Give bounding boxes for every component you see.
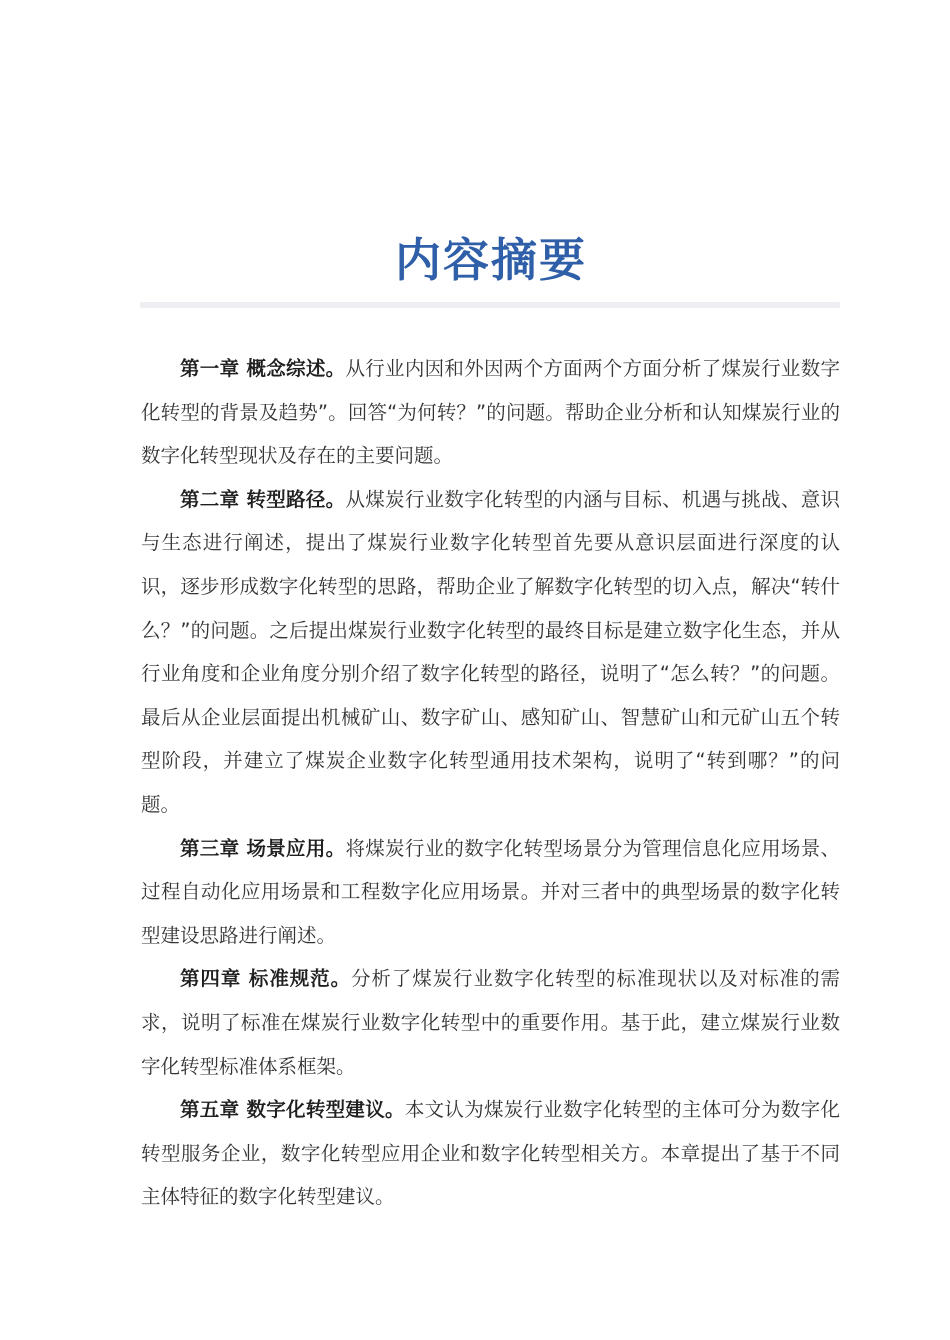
chapter-3-heading: 第三章 场景应用。 [180,836,346,860]
chapter-4-paragraph [141,957,840,1088]
chapter-5-heading: 第五章 数字化转型建议。 [180,1098,405,1122]
chapter-1-heading: 第一章 概念综述。 [180,357,346,380]
chapter-2-body: 从煤炭行业数字化转型的内涵与目标、机遇与挑战、意识与生态进行阐述，提出了煤炭行业数字化转型首先要从意识层面进行深度的认识，逐步形成数字化转型的思路，帮助企业了解数字化转型的切入点，解决“转什么？”的问题。之后提出煤炭行业数字化转型的最终目标是建立数字化生态，并从行业角度和企业角度分别介绍了数字化转型的路径，说明了“怎么转？”的问题。最后从企业层面提出机械矿山、数字矿山、感知矿山、智慧矿山和元矿山五个转型阶段，并建立了煤炭企业数字化转型通用技术架构，说明了“转到哪？”的问题。 [141,487,840,816]
chapter-1-body: 从行业内因和外因两个方面两个方面分析了煤炭行业数字化转型的背景及趋势”。回答“为何转？”的问题。帮助企业分析和认知煤炭行业的数字化转型现状及存在的主要问题。 [141,357,840,468]
chapter-2-paragraph [141,478,840,827]
summary-content [141,347,840,1219]
chapter-1-paragraph [141,347,840,478]
page-title: 内容摘要 [395,232,587,287]
chapter-5-body: 本文认为煤炭行业数字化转型的主体可分为数字化转型服务企业，数字化转型应用企业和数字化转型相关方。本章提出了基于不同主体特征的数字化转型建议。 [141,1098,840,1209]
chapter-3-body: 将煤炭行业的数字化转型场景分为管理信息化应用场景、过程自动化应用场景和工程数字化应用场景。并对三者中的典型场景的数字化转型建设思路进行阐述。 [141,836,840,947]
chapter-4-heading: 第四章 标准规范。 [180,967,351,991]
chapter-3-paragraph [141,827,840,958]
chapter-5-paragraph [141,1088,840,1219]
chapter-4-body: 分析了煤炭行业数字化转型的标准现状以及对标准的需求，说明了标准在煤炭行业数字化转型中的重要作用。基于此，建立煤炭行业数字化转型标准体系框架。 [141,967,840,1078]
title-divider [140,302,840,308]
chapter-2-heading: 第二章 转型路径。 [180,487,346,511]
